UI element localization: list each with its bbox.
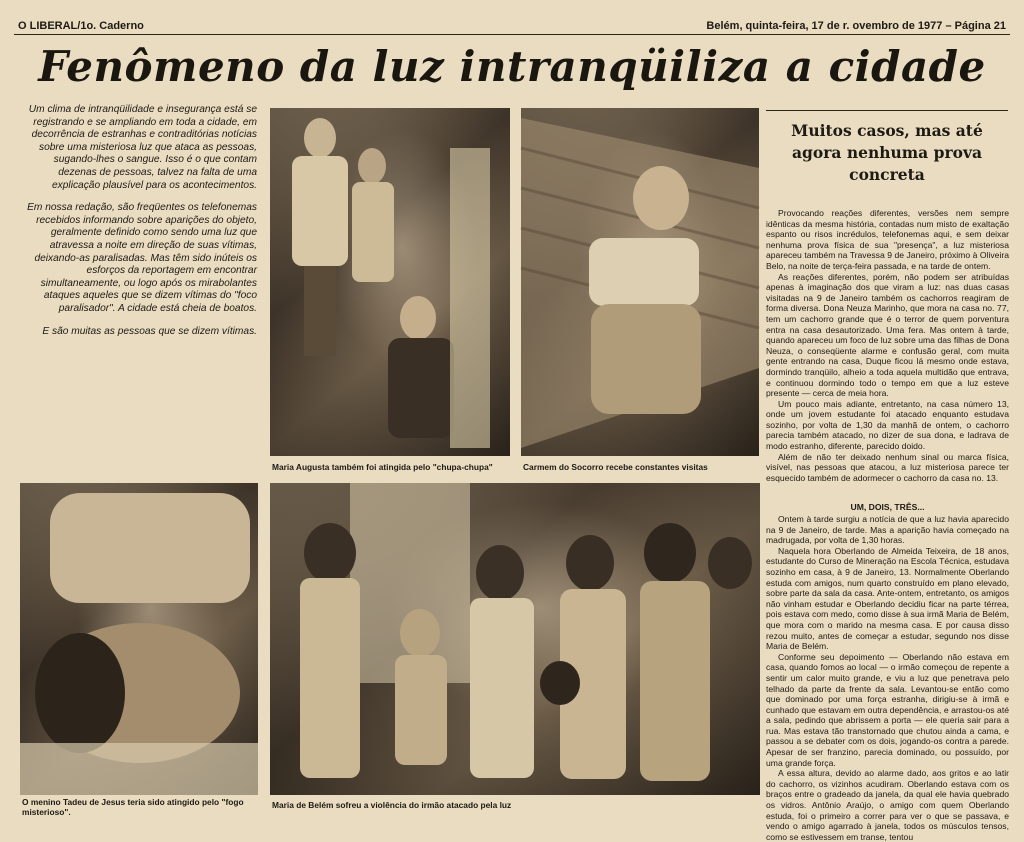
photo-maria-augusta-figures xyxy=(270,108,510,456)
lead-text xyxy=(22,104,257,348)
sidebar-rule xyxy=(766,110,1008,111)
lead-paragraph-2: Em nossa redação, são freqüentes os telefonemas recebidos informando sobre aparições do objeto, geralmente definido como sendo uma luz que atravessa a noite em direção de suas vítimas, deixando-as paralisadas. Mas têm sido inúteis os esforços da reportagem em encontrar simultaneamente, ou logo após os mirabolantes ataques aqueles que se dizem vítimas do "foco paralisador". A cidade está cheia de boatos. xyxy=(27,202,257,314)
sidebar-paragraph-5: Ontem à tarde surgiu a notícia de que a luz havia aparecido na 9 de Janeiro, de tarde. Mas a aparição havia começado na madrugada, por volta de 1,30 horas. xyxy=(766,514,1009,546)
sidebar-paragraph-2: As reações diferentes, porém, não podem ser atribuídas apenas à imaginação dos que viram a luz: nas duas casas visitadas na 9 de Janeiro também os cachorros reagiram de forma diversa. Dona Neuza Marinho, que mora na casa no. 77, tem um cachorro grande que é o terror de quem porventura entra na casa desautorizado. Uma fera. Mas ontem à tarde, quando apareceu um foco de luz sobre uma das filhas de Dona Neuza, o conseqüente alarme e confusão geral, com muita gente entrando na casa, Duque ficou lá mesmo onde estava, dormindo tranqüilo, alheio a toda aquela multidão que entrava, e continuou dormindo todo o tempo em que a luz esteve presente — cerca de meia hora. xyxy=(766,271,1009,399)
photo-maria-de-belem xyxy=(270,483,760,795)
photo-tadeu-de-jesus xyxy=(20,483,258,795)
newspaper-section-label: O LIBERAL/1o. Caderno xyxy=(18,20,144,32)
caption-photo-1: Maria Augusta também foi atingida pelo "chupa-chupa" xyxy=(272,462,493,472)
sidebar-headline: Muitos casos, mas até agora nenhuma prova concreta xyxy=(791,121,983,184)
sidebar-body-top xyxy=(766,208,1009,483)
sidebar-body-bottom xyxy=(766,514,1009,842)
sidebar-paragraph-7: Conforme seu depoimento — Oberlando não estava em casa, quando fomos ao local — o irmão começou de repente a sentir um calor muito grande, e viu a luz que penetrava pelo telhado da parte da frente da sala. Levantou-se então como que dominado por uma força estranha, dirigiu-se à irmã e cunhado que estavam em outra dependência, e arrastou-os até a sala, pedindo que abrissem a porta — ele queria sair para a rua. Mas estava tão transtornado que chutou ainda a cama, e passou a se debater com os dois, jogando-os contra a parede. Apesar de ser franzino, parecia dominado, ou possuído, por uma grande força. xyxy=(766,651,1009,768)
sidebar-paragraph-4: Além de não ter deixado nenhum sinal ou marca física, visível, nas pessoas que atacou, a luz misteriosa parece ter esquecido também de adormecer o cachorro da casa no. 13. xyxy=(766,451,1009,483)
photo-maria-de-belem-figures xyxy=(270,483,760,795)
photo-carmem-figures xyxy=(521,108,759,456)
caption-photo-4: Maria de Belém sofreu a violência do irmão atacado pela luz xyxy=(272,800,512,810)
caption-photo-3: O menino Tadeu de Jesus teria sido atingido pelo "fogo misterioso". xyxy=(22,797,244,817)
photo-maria-augusta xyxy=(270,108,510,456)
main-headline: Fenômeno da luz intranqüiliza a cidade xyxy=(38,42,986,91)
lead-paragraph-3: E são muitas as pessoas que se dizem vítimas. xyxy=(42,325,257,337)
lead-paragraph-1: Um clima de intranqüilidade e insegurança está se registrando e se ampliando em toda a cidade, em decorrência de estranhas e contraditórias notícias sobre uma misteriosa luz que ataca as pessoas, sugando-lhes o sangue. Isso é o que contam dezenas de pessoas, talvez na falta de uma explicação plausível para os acontecimentos. xyxy=(28,104,257,191)
photo-tadeu-figures xyxy=(20,483,258,795)
sidebar-paragraph-8: A essa altura, devido ao alarme dado, aos gritos e ao latir do cachorro, os vizinhos acudiram. Oberlando estava com os braços entre o gradeado da janela, da qual ele havia quebrado os vidros. Antônio Araújo, o amigo com quem Oberlando estuda, foi o primeiro a correr para ver o que se passava, e vendo o amigo agarrado à janela, todos os músculos tensos, como se estivessem em transe, tentou xyxy=(766,768,1009,842)
sidebar-paragraph-1: Provocando reações diferentes, versões nem sempre idênticas da mesma história, contadas num misto de exaltação espanto ou risos incrédulos, telefonemas aqui, e sem deixar nenhuma prova física de sua "presença", a luz misteriosa apareceu também na Travessa 9 de Janeiro, próximo à Oliveira Belo, na noite de terça-feira passada, e na tarde de ontem. xyxy=(766,208,1009,271)
sidebar-paragraph-3: Um pouco mais adiante, entretanto, na casa número 13, onde um jovem estudante foi atacado enquanto estudava sozinho, por volta de 1,30 da manhã de ontem, o cachorro parecia também atacado, no dizer de sua dona, e ladrava de modo estranho, diferente, parecido doido. xyxy=(766,398,1009,452)
sidebar-subhead: UM, DOIS, TRÊS... xyxy=(850,502,925,512)
masthead-rule xyxy=(14,34,1010,35)
date-and-page: Belém, quinta-feira, 17 de r. ovembro de 1977 – Página 21 xyxy=(706,20,1006,32)
photo-carmem-do-socorro xyxy=(521,108,759,456)
caption-photo-2: Carmem do Socorro recebe constantes visitas xyxy=(523,462,708,472)
sidebar-paragraph-6: Naquela hora Oberlando de Almeida Teixeira, de 18 anos, estudante do Curso de Mineração na Escola Técnica, estudava sozinho em casa, à 9 de Janeiro, 13. Normalmente Oberlando estuda com amigos, num quarto construído em plano elevado, sobre parte da sala da casa. Ante-ontem, entretanto, os amigos não vinham estudar e Oberlando decidiu ficar na parte térrea, pois estava com medo, como disse à sua irmã Maria de Belém, que mora com o marido na mesma casa. E por causa disso rezou muito, antes de começar a estudar, segundo nos disse Maria de Belém. xyxy=(766,545,1009,652)
